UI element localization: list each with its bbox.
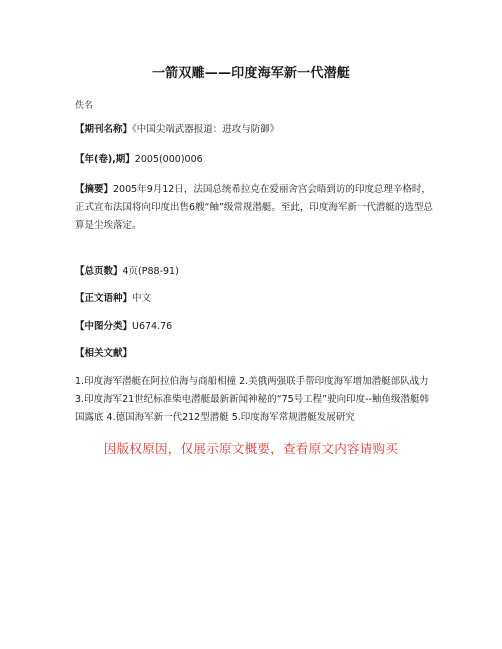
pages-label: 【总页数】 [75,266,123,277]
year-value: 2005(000)006 [134,154,203,165]
pages-value: 4页(P88-91) [122,266,179,277]
classification-field [75,318,435,336]
related-list: 1.印度海军潜艇在阿拉伯海与商船相撞 2.美俄两强联手帮印度海军增加潜艇部队战力 3.印度海军21世纪标准柴电潜艇最新新闻神秘的“75号工程”驶向印度--鲉鱼级潜艇韩国露底 4.德国海军新一代212型潜艇 5.印度海军常规潜艇发展研究 [75,376,429,423]
classification-label: 【中图分类】 [75,321,133,332]
author: 佚名 [75,101,94,111]
classification-value: U674.76 [132,321,173,332]
related-field [75,345,435,363]
journal-field [75,121,435,139]
abstract-label: 【摘要】 [75,184,114,195]
document-title: 一箭双雕——印度海军新一代潜艇 [151,66,350,81]
language-field [75,290,435,308]
journal-value: 《中国尖端武器报道：进攻与防御》 [132,124,280,135]
pages-field [75,263,435,281]
copyright-notice: 因版权原因，仅展示原文概要，查看原文内容请购买 [103,441,399,456]
language-label: 【正文语种】 [75,293,133,304]
language-value: 中文 [132,293,152,304]
abstract-field [75,181,435,235]
year-field [75,151,435,169]
related-label: 【相关文献】 [75,348,133,359]
abstract-value: 2005年9月12日，法国总统希拉克在爱丽舍宫会晤到访的印度总理辛格时，正式宣布法国将向印度出售6艘“鲉”级常规潜艇。至此，印度海军新一代潜艇的选型总算是尘埃落定。 [75,184,433,231]
journal-label: 【期刊名称】 [75,124,133,135]
year-label: 【年(卷),期】 [75,154,135,165]
